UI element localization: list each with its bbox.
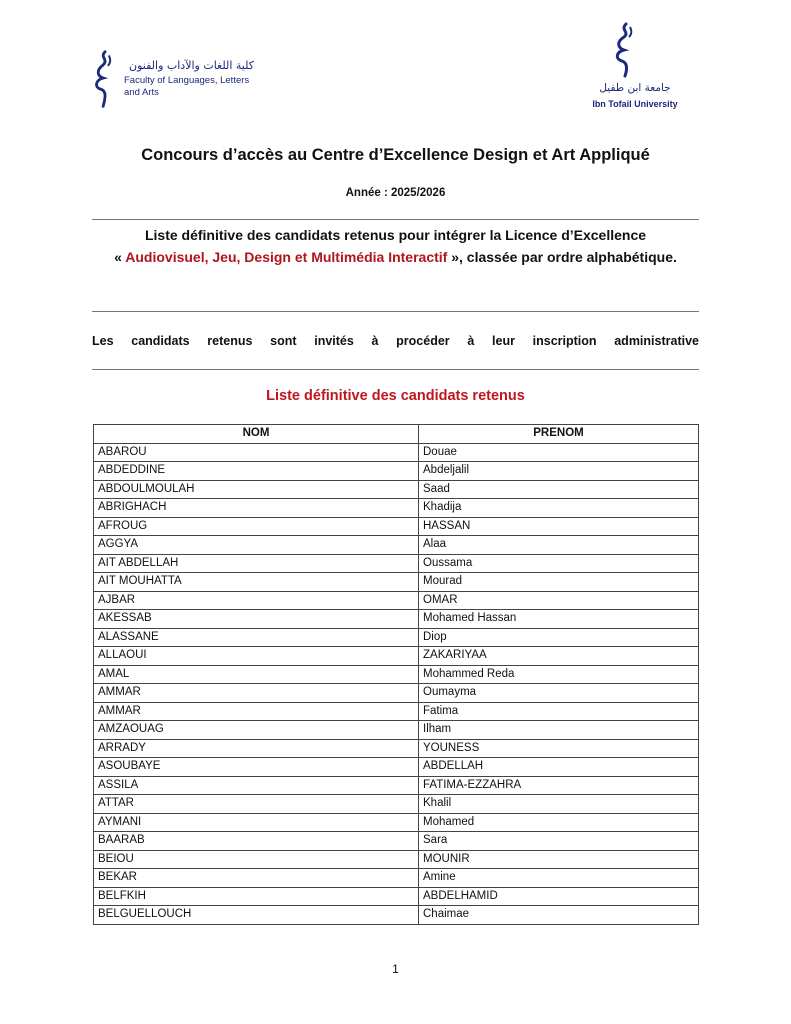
divider bbox=[92, 311, 699, 312]
cell-nom: AGGYA bbox=[94, 536, 419, 555]
table-row bbox=[94, 591, 699, 610]
subtitle-open-quote: « bbox=[114, 249, 126, 265]
cell-prenom: Mohamed bbox=[419, 813, 699, 832]
table-row bbox=[94, 517, 699, 536]
cell-nom: AYMANI bbox=[94, 813, 419, 832]
document-subtitle bbox=[92, 224, 699, 268]
cell-nom: AFROUG bbox=[94, 517, 419, 536]
cell-prenom: HASSAN bbox=[419, 517, 699, 536]
cell-prenom: Mohamed Hassan bbox=[419, 610, 699, 629]
table-row bbox=[94, 573, 699, 592]
cell-prenom: FATIMA-EZZAHRA bbox=[419, 776, 699, 795]
cell-prenom: ABDELLAH bbox=[419, 758, 699, 777]
table-row bbox=[94, 554, 699, 573]
cell-prenom: MOUNIR bbox=[419, 850, 699, 869]
table-row bbox=[94, 702, 699, 721]
cell-nom: AKESSAB bbox=[94, 610, 419, 629]
cell-nom: ABRIGHACH bbox=[94, 499, 419, 518]
university-name-block bbox=[575, 80, 695, 111]
university-english-name: Ibn Tofail University bbox=[592, 99, 678, 109]
cell-prenom: Abdeljalil bbox=[419, 462, 699, 481]
divider bbox=[92, 219, 699, 220]
column-header-prenom: PRENOM bbox=[419, 425, 699, 444]
cell-prenom: Diop bbox=[419, 628, 699, 647]
table-row bbox=[94, 739, 699, 758]
table-header-row bbox=[94, 425, 699, 444]
cell-prenom: Chaimae bbox=[419, 906, 699, 925]
cell-prenom: Oumayma bbox=[419, 684, 699, 703]
cell-nom: ABDOULMOULAH bbox=[94, 480, 419, 499]
table-row bbox=[94, 647, 699, 666]
cell-nom: BEKAR bbox=[94, 869, 419, 888]
table-row bbox=[94, 887, 699, 906]
university-logo bbox=[575, 22, 695, 118]
registration-notice: Les candidats retenus sont invités à procéder à leur inscription administrative bbox=[92, 334, 699, 348]
cell-prenom: Saad bbox=[419, 480, 699, 499]
table-body bbox=[94, 443, 699, 924]
cell-prenom: Oussama bbox=[419, 554, 699, 573]
cell-prenom: Douae bbox=[419, 443, 699, 462]
cell-nom: BELFKIH bbox=[94, 887, 419, 906]
subtitle-text-end: », classée par ordre alphabétique. bbox=[447, 249, 677, 265]
table-row bbox=[94, 850, 699, 869]
cell-prenom: Alaa bbox=[419, 536, 699, 555]
calligraphy-emblem-icon bbox=[90, 48, 122, 110]
table-row bbox=[94, 536, 699, 555]
cell-nom: AMMAR bbox=[94, 702, 419, 721]
cell-nom: BEIOU bbox=[94, 850, 419, 869]
cell-nom: ASSILA bbox=[94, 776, 419, 795]
cell-nom: ASOUBAYE bbox=[94, 758, 419, 777]
cell-nom: ABAROU bbox=[94, 443, 419, 462]
cell-nom: AJBAR bbox=[94, 591, 419, 610]
cell-prenom: Mohammed Reda bbox=[419, 665, 699, 684]
table-row bbox=[94, 610, 699, 629]
faculty-english-line1: Faculty of Languages, Letters bbox=[124, 75, 250, 86]
academic-year: Année : 2025/2026 bbox=[345, 187, 446, 199]
cell-nom: AIT ABDELLAH bbox=[94, 554, 419, 573]
document-title: Concours d’accès au Centre d’Excellence Design et Art Appliqué bbox=[141, 146, 650, 164]
cell-nom: AMAL bbox=[94, 665, 419, 684]
cell-prenom: Khadija bbox=[419, 499, 699, 518]
calligraphy-emblem-icon bbox=[612, 22, 642, 78]
table-row bbox=[94, 795, 699, 814]
table-row bbox=[94, 443, 699, 462]
table-row bbox=[94, 906, 699, 925]
cell-nom: ATTAR bbox=[94, 795, 419, 814]
table-row bbox=[94, 776, 699, 795]
divider bbox=[92, 369, 699, 370]
faculty-english-line2: and Arts bbox=[124, 87, 159, 98]
cell-prenom: YOUNESS bbox=[419, 739, 699, 758]
table-row bbox=[94, 499, 699, 518]
table-row bbox=[94, 628, 699, 647]
cell-nom: ABDEDDINE bbox=[94, 462, 419, 481]
page-number: 1 bbox=[392, 962, 399, 976]
table-row bbox=[94, 869, 699, 888]
cell-nom: ARRADY bbox=[94, 739, 419, 758]
program-name: Audiovisuel, Jeu, Design et Multimédia Interactif bbox=[125, 249, 448, 265]
cell-prenom: Amine bbox=[419, 869, 699, 888]
cell-nom: AMZAOUAG bbox=[94, 721, 419, 740]
cell-prenom: ABDELHAMID bbox=[419, 887, 699, 906]
cell-nom: AMMAR bbox=[94, 684, 419, 703]
table-row bbox=[94, 480, 699, 499]
list-title: Liste définitive des candidats retenus bbox=[266, 388, 525, 404]
faculty-arabic-name: كلية اللغات والآداب والفنون bbox=[129, 59, 254, 72]
table-row bbox=[94, 665, 699, 684]
cell-nom: BELGUELLOUCH bbox=[94, 906, 419, 925]
cell-prenom: Sara bbox=[419, 832, 699, 851]
cell-nom: ALASSANE bbox=[94, 628, 419, 647]
university-arabic-name: جامعة ابن طفيل bbox=[599, 82, 671, 94]
cell-prenom: ZAKARIYAA bbox=[419, 647, 699, 666]
table-row bbox=[94, 832, 699, 851]
table-row bbox=[94, 684, 699, 703]
cell-prenom: Khalil bbox=[419, 795, 699, 814]
cell-prenom: Fatima bbox=[419, 702, 699, 721]
faculty-name-block bbox=[124, 58, 290, 99]
cell-nom: AIT MOUHATTA bbox=[94, 573, 419, 592]
cell-prenom: OMAR bbox=[419, 591, 699, 610]
table-row bbox=[94, 721, 699, 740]
table-row bbox=[94, 813, 699, 832]
faculty-english-name bbox=[124, 75, 290, 99]
faculty-logo bbox=[90, 48, 290, 116]
candidates-table bbox=[93, 424, 699, 925]
cell-nom: BAARAB bbox=[94, 832, 419, 851]
cell-prenom: Ilham bbox=[419, 721, 699, 740]
column-header-nom: NOM bbox=[94, 425, 419, 444]
table-row bbox=[94, 758, 699, 777]
subtitle-text: Liste définitive des candidats retenus pour intégrer la Licence d’Excellence bbox=[144, 227, 647, 243]
cell-nom: ALLAOUI bbox=[94, 647, 419, 666]
cell-prenom: Mourad bbox=[419, 573, 699, 592]
table-row bbox=[94, 462, 699, 481]
